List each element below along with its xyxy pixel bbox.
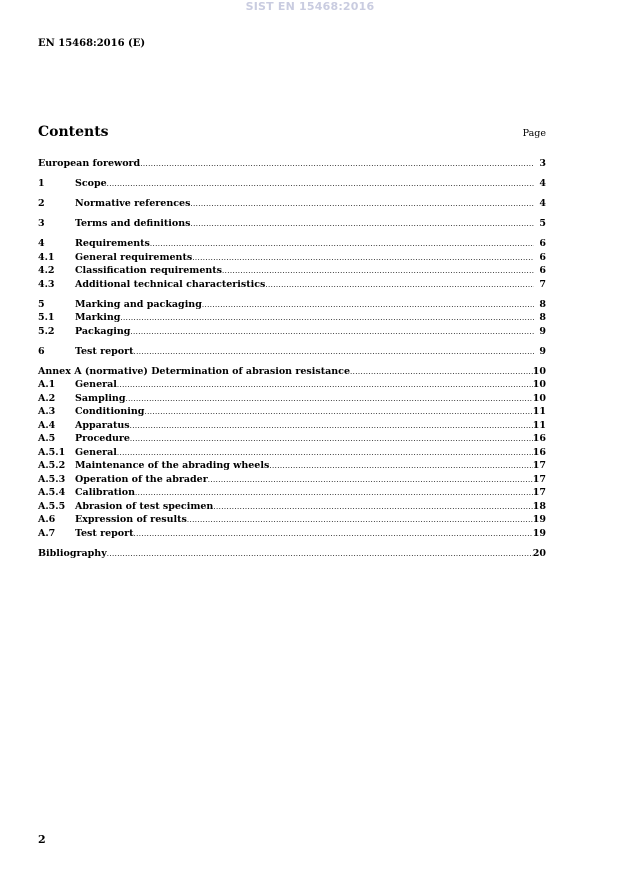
toc-entry[interactable] — [38, 177, 546, 191]
toc-entry[interactable] — [38, 513, 546, 527]
toc-entry[interactable] — [38, 527, 546, 541]
toc-dot-leader — [222, 265, 534, 279]
toc-entry-page: 5 — [539, 218, 546, 229]
toc-dot-leader — [213, 501, 532, 515]
toc-entry[interactable] — [38, 405, 546, 419]
toc-dot-leader — [130, 433, 533, 447]
toc-entry-number: A.3 — [38, 406, 56, 417]
toc-entry-number: 4.3 — [38, 278, 55, 290]
toc-dot-leader — [134, 346, 535, 360]
toc-entry-title: Normative references — [75, 198, 191, 209]
toc-dot-leader — [190, 198, 534, 212]
toc-entry-number: A.4 — [38, 419, 56, 431]
toc-dot-leader — [202, 299, 534, 313]
toc-entry-title: Conditioning — [75, 406, 145, 417]
toc-entry-page: 16 — [532, 446, 546, 458]
toc-entry-title: Scope — [75, 178, 107, 189]
toc-entry[interactable] — [38, 157, 546, 171]
toc-entry-page: 11 — [532, 419, 546, 431]
toc-entry-page: 4 — [539, 178, 546, 189]
toc-dot-leader — [130, 420, 533, 434]
toc-dot-leader — [187, 514, 533, 528]
toc-entry[interactable] — [38, 251, 546, 265]
toc-dot-leader — [107, 178, 534, 192]
toc-entry-number: 5.1 — [38, 312, 55, 323]
toc-entry[interactable] — [38, 325, 546, 339]
toc-entry[interactable] — [38, 459, 546, 473]
toc-entry-title: General — [75, 379, 117, 390]
toc-entry-title: Marking — [75, 312, 121, 323]
toc-dot-leader — [144, 406, 532, 420]
toc-entry-page: 10 — [532, 379, 546, 390]
toc-entry-title: Expression of results — [75, 514, 187, 525]
document-id: EN 15468:2016 (E) — [38, 38, 146, 49]
toc-entry-number: A.5 — [38, 433, 56, 444]
toc-entry-number: 4.1 — [38, 251, 55, 263]
toc-entry[interactable] — [38, 500, 546, 514]
toc-entry-page: 9 — [539, 325, 546, 337]
toc-entry-number: 3 — [38, 218, 45, 229]
toc-entry-number: 4.2 — [38, 265, 55, 276]
toc-entry-number: 6 — [38, 345, 45, 357]
toc-entry-page: 17 — [532, 487, 546, 498]
toc-entry[interactable] — [38, 365, 546, 379]
toc-entry[interactable] — [38, 378, 546, 392]
toc-dot-leader — [350, 366, 533, 380]
toc-entry-number: A.5.3 — [38, 473, 66, 485]
toc-entry[interactable] — [38, 446, 546, 460]
toc-dot-leader — [150, 238, 534, 252]
toc-entry[interactable] — [38, 432, 546, 446]
toc-entry-page: 11 — [532, 406, 546, 417]
page-number: 2 — [38, 833, 46, 846]
toc-entry-page: 9 — [539, 345, 546, 357]
toc-entry[interactable] — [38, 547, 546, 561]
toc-entry-number: A.2 — [38, 392, 56, 404]
toc-entry-title: Terms and definitions — [75, 218, 191, 229]
toc-entry-number: 5.2 — [38, 325, 55, 337]
toc-entry-number: A.7 — [38, 527, 56, 539]
toc-entry-page: 17 — [532, 473, 546, 485]
toc-entry-page: 16 — [532, 433, 546, 444]
toc-entry-number: 4 — [38, 238, 45, 249]
toc-entry-page: 6 — [539, 251, 546, 263]
toc-entry[interactable] — [38, 264, 546, 278]
toc-entry-page: 18 — [532, 500, 546, 512]
toc-dot-leader — [134, 528, 533, 542]
toc-entry-title: Abrasion of test specimen — [75, 500, 214, 512]
toc-entry-number: A.5.1 — [38, 446, 66, 458]
toc-dot-leader — [125, 393, 532, 407]
toc-entry-title: Additional technical characteristics — [75, 278, 266, 290]
toc-entry-page: 10 — [532, 365, 546, 377]
toc-entry-page: 3 — [539, 158, 546, 169]
toc-entry-number: A.1 — [38, 379, 56, 390]
toc-entry-title: European foreword — [38, 158, 141, 169]
toc-entry[interactable] — [38, 345, 546, 359]
toc-entry[interactable] — [38, 217, 546, 231]
toc-dot-leader — [208, 474, 533, 488]
toc-dot-leader — [117, 379, 533, 393]
toc-entry-number: A.5.2 — [38, 460, 66, 471]
toc-entry-number: 1 — [38, 178, 45, 189]
toc-entry[interactable] — [38, 473, 546, 487]
toc-entry[interactable] — [38, 419, 546, 433]
toc-dot-leader — [135, 487, 533, 501]
toc-entry[interactable] — [38, 392, 546, 406]
toc-entry-title: Classification requirements — [75, 265, 223, 276]
toc-entry-title: Sampling — [75, 392, 126, 404]
toc-entry-title: Test report — [75, 345, 134, 357]
toc-entry-number: A.6 — [38, 514, 56, 525]
table-of-contents — [38, 157, 546, 560]
toc-entry[interactable] — [38, 311, 546, 325]
toc-dot-leader — [265, 279, 534, 293]
watermark: SIST EN 15468:2016 — [245, 0, 375, 13]
toc-entry-title: Operation of the abrader — [75, 473, 208, 485]
toc-entry[interactable] — [38, 197, 546, 211]
toc-entry-page: 17 — [532, 460, 546, 471]
toc-entry[interactable] — [38, 298, 546, 312]
toc-dot-leader — [120, 312, 534, 326]
toc-dot-leader — [107, 548, 533, 562]
contents-title: Contents — [38, 124, 109, 140]
toc-entry-title: Packaging — [75, 325, 131, 337]
toc-dot-leader — [140, 158, 534, 172]
page-column-label: Page — [522, 128, 546, 139]
toc-entry[interactable] — [38, 486, 546, 500]
toc-entry-number: 5 — [38, 298, 45, 310]
toc-entry-title: General — [75, 446, 117, 458]
toc-entry-number: A.5.4 — [38, 487, 66, 498]
toc-entry-number: 2 — [38, 198, 45, 209]
toc-entry-page: 19 — [532, 514, 546, 525]
toc-entry-title: Procedure — [75, 433, 130, 444]
toc-entry-title: Requirements — [75, 238, 150, 249]
toc-dot-leader — [190, 218, 534, 232]
toc-dot-leader — [130, 326, 534, 340]
toc-entry-title: Test report — [75, 527, 134, 539]
toc-entry[interactable] — [38, 278, 546, 292]
toc-entry-page: 10 — [532, 392, 546, 404]
toc-entry-title: Annex A (normative) Determination of abrasion resistance — [38, 365, 351, 377]
toc-entry-title: Calibration — [75, 487, 135, 498]
toc-entry-page: 4 — [539, 198, 546, 209]
toc-entry-page: 8 — [539, 312, 546, 323]
toc-entry-title: Maintenance of the abrading wheels — [75, 460, 270, 471]
toc-entry-page: 20 — [532, 547, 546, 559]
toc-dot-leader — [269, 460, 532, 474]
toc-entry-page: 6 — [539, 265, 546, 276]
toc-entry-title: Apparatus — [75, 419, 130, 431]
toc-dot-leader — [117, 447, 533, 461]
toc-entry-page: 7 — [539, 278, 546, 290]
toc-entry-title: General requirements — [75, 251, 193, 263]
toc-entry-page: 8 — [539, 298, 546, 310]
toc-entry-title: Marking and packaging — [75, 298, 202, 310]
toc-entry[interactable] — [38, 237, 546, 251]
toc-entry-number: A.5.5 — [38, 500, 66, 512]
toc-entry-page: 6 — [539, 238, 546, 249]
toc-entry-page: 19 — [532, 527, 546, 539]
toc-entry-title: Bibliography — [38, 547, 107, 559]
toc-dot-leader — [192, 252, 534, 266]
